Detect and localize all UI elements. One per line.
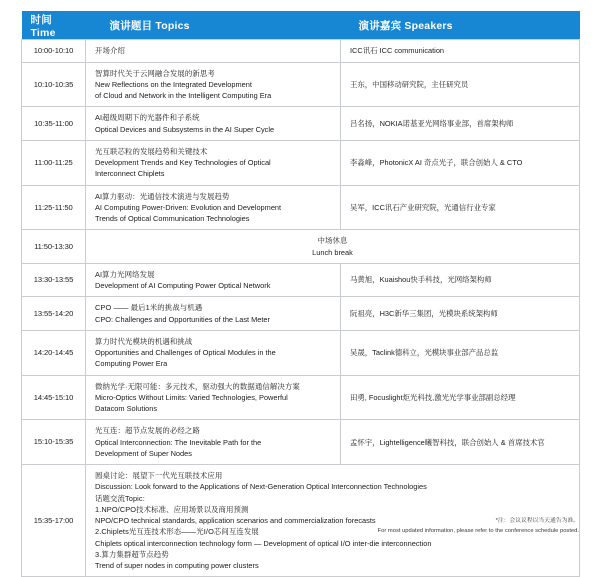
topic-cn: CPO —— 最后1米的挑战与机遇: [95, 303, 203, 313]
topic-en: Optical Interconnection: The Inevitable Path for the: [95, 437, 262, 447]
panel-line: 圆桌讨论：展望下一代光互联技术应用: [95, 471, 223, 481]
table-row: [22, 297, 580, 331]
topic-cn: AI超级周期下的光器件和子系统: [95, 113, 200, 123]
column-header-topics: 演讲题目 Topics: [86, 11, 341, 40]
topic-en: Development Trends and Key Technologies of Optical: [95, 158, 271, 168]
table-row: [22, 40, 580, 63]
session-speaker: 吕名扬，NOKIA诺基亚光网络事业部，首席架构师: [341, 107, 580, 141]
session-speaker: 阮祖亮，H3C新华三集团，光模块系统架构师: [341, 297, 580, 331]
table-row-break: [22, 230, 580, 264]
break-cn: 中场休息: [317, 236, 348, 246]
topic-cn: AI算力光网络发展: [95, 269, 155, 279]
panel-line: 话题交流Topic:: [95, 493, 145, 503]
column-header-time: 时间 Time: [22, 11, 86, 40]
header-row: [22, 11, 580, 40]
session-topic: [86, 185, 341, 230]
session-time: 14:45-15:10: [22, 375, 86, 420]
footnote: [378, 517, 579, 537]
table-row: [22, 107, 580, 141]
topic-en2: Trends of Optical Communication Technologies: [95, 214, 250, 224]
session-speaker: 吴晟，Taclink德科立，光模块事业部产品总监: [341, 330, 580, 375]
panel-line: Chiplets optical interconnection technology form — Development of optical I/O inter-die interconnection: [95, 538, 432, 548]
table-row: [22, 263, 580, 297]
topic-en: Development of AI Computing Power Optical Network: [95, 281, 271, 291]
topic-cn: 微纳光学·无限可能：多元技术，驱动强大的数据通信解决方案: [95, 381, 300, 391]
topic-en: Micro-Optics Without Limits: Varied Technologies, Powerful: [95, 392, 288, 402]
session-topic: [86, 140, 341, 185]
topic-cn: 算力时代光模块的机遇和挑战: [95, 336, 193, 346]
session-topic: [86, 62, 341, 107]
topic-en2: Computing Power Era: [95, 359, 168, 369]
session-speaker: ICC讯石 ICC communication: [341, 40, 580, 63]
topic-en2: Development of Super Nodes: [95, 448, 192, 458]
table-row: [22, 375, 580, 420]
session-speaker: 孟怀宇，Lightelligence曦智科技，联合创始人 & 首席技术官: [341, 420, 580, 465]
session-time: 13:55-14:20: [22, 297, 86, 331]
session-topic: [86, 107, 341, 141]
table-header: [22, 11, 580, 40]
topic-cn: 光互连：超节点发展的必经之路: [95, 426, 200, 436]
panel-line: NPO/CPO technical standards, application scenarios and commercialization forecasts: [95, 516, 376, 526]
break-time: 11:50-13:30: [22, 230, 86, 264]
session-time: 10:10-10:35: [22, 62, 86, 107]
topic-en2: of Cloud and Network in the Intelligent Computing Era: [95, 91, 272, 101]
session-time: 13:30-13:55: [22, 263, 86, 297]
topic-en: CPO: Challenges and Opportunities of the Last Meter: [95, 314, 271, 324]
break-label: [86, 230, 580, 264]
session-time: 11:25-11:50: [22, 185, 86, 230]
panel-line: 1.NPO/CPO技术标准、应用场景以及商用预测: [95, 504, 249, 514]
topic-en: New Reflections on the Integrated Development: [95, 79, 252, 89]
session-time: 11:00-11:25: [22, 140, 86, 185]
session-topic: [86, 297, 341, 331]
topic-cn: 智算时代关于云网融合发展的新思考: [95, 68, 215, 78]
session-time: 15:10-15:35: [22, 420, 86, 465]
session-topic: [86, 330, 341, 375]
session-speaker: 田勇, Focuslight炬光科技,激光光学事业部副总经理: [341, 375, 580, 420]
footnote-cn: *注：会议议程以当天通告为准。: [495, 518, 579, 524]
session-time: 10:00-10:10: [22, 40, 86, 63]
session-speaker: 马黄旭，Kuaishou快手科技，光网络架构师: [341, 263, 580, 297]
table-row: [22, 185, 580, 230]
conference-agenda-table: [21, 11, 580, 577]
topic-cn: AI算力驱动：光通信技术演进与发展趋势: [95, 191, 230, 201]
session-speaker: 吴军，ICC讯石产业研究院，光通信行业专家: [341, 185, 580, 230]
table-row: [22, 140, 580, 185]
topic-en2: Datacom Solutions: [95, 404, 158, 414]
session-speaker: 王东，中国移动研究院，主任研究员: [341, 62, 580, 107]
session-time: 10:35-11:00: [22, 107, 86, 141]
table-row: [22, 62, 580, 107]
topic-en: AI Computing Power-Driven: Evolution and Development: [95, 202, 282, 212]
session-topic: [86, 263, 341, 297]
session-speaker: 李淼峰，PhotonicX AI 奇点光子，联合创始人 & CTO: [341, 140, 580, 185]
panel-line: 3.算力集群超节点趋势: [95, 549, 169, 559]
column-header-speakers: 演讲嘉宾 Speakers: [341, 11, 580, 40]
break-en: Lunch break: [312, 247, 353, 257]
topic-cn: 开场介绍: [95, 46, 125, 56]
session-topic: [86, 375, 341, 420]
panel-line: Discussion: Look forward to the Applications of Next-Generation Optical Interconnection Technologies: [95, 482, 427, 492]
topic-en: Opportunities and Challenges of Optical Modules in the: [95, 348, 276, 358]
table-body: [22, 40, 580, 577]
panel-line: Trend of super nodes in computing power clusters: [95, 561, 259, 571]
table-row: [22, 420, 580, 465]
session-topic: [86, 420, 341, 465]
session-time: 14:20-14:45: [22, 330, 86, 375]
footnote-en: For most updated information, please refer to the conference schedule posted.: [377, 527, 579, 534]
panel-line: 2.Chiplets光互连技术形态——光I/O芯间互连发展: [95, 527, 259, 537]
panel-time: 15:35-17:00: [22, 465, 86, 577]
topic-en: Optical Devices and Subsystems in the AI Super Cycle: [95, 124, 275, 134]
topic-en2: Interconnect Chiplets: [95, 169, 165, 179]
table-row: [22, 330, 580, 375]
topic-cn: 光互联芯粒的发展趋势和关键技术: [95, 146, 208, 156]
session-topic: [86, 40, 341, 63]
